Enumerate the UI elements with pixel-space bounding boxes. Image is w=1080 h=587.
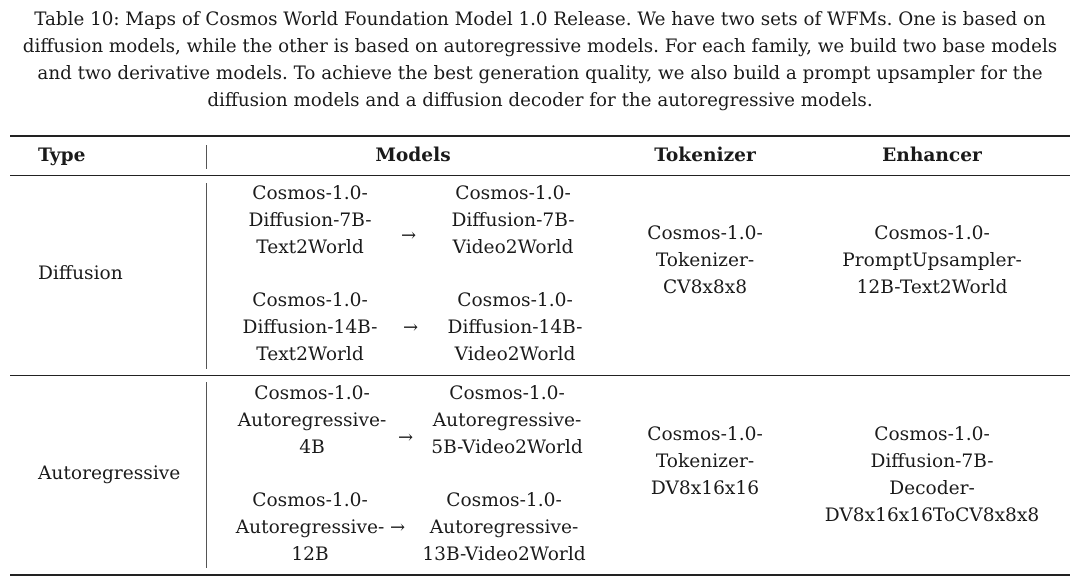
row-type-diffusion: Diffusion xyxy=(38,263,123,284)
header-rule xyxy=(10,175,1070,176)
model-line: Diffusion-14B- xyxy=(447,317,583,338)
model-base xyxy=(210,287,410,368)
model-derived xyxy=(407,380,607,461)
arrow-icon: → xyxy=(398,427,414,448)
enhancer-cell xyxy=(812,220,1052,301)
model-line: Diffusion-7B- xyxy=(451,210,575,231)
arrow-icon: → xyxy=(390,517,406,538)
column-separator xyxy=(206,183,207,369)
model-line: Cosmos-1.0- xyxy=(455,183,571,204)
column-separator xyxy=(206,382,207,568)
model-base xyxy=(210,180,410,261)
enhancer-cell xyxy=(802,421,1062,529)
enhancer-line: Cosmos-1.0- xyxy=(874,424,990,445)
model-line: Autoregressive- xyxy=(237,410,387,431)
model-line: Cosmos-1.0- xyxy=(449,383,565,404)
header-type: Type xyxy=(38,145,86,166)
table-caption: Table 10: Maps of Cosmos World Foundation Model 1.0 Release. We have two sets of WFMs. One is based on diffusion models, while the other is based on autoregressive models. For each family, we build two base models and two derivative models. To achieve the best generation quality, we also build a prompt upsampler for the diffusion models and a diffusion decoder for the autoregressive models. xyxy=(22,9,1058,111)
model-line: 13B-Video2World xyxy=(422,544,586,565)
model-line: Text2World xyxy=(256,344,364,365)
model-line: Video2World xyxy=(454,344,576,365)
tokenizer-line: Tokenizer- xyxy=(655,250,755,271)
model-line: 5B-Video2World xyxy=(431,437,583,458)
model-line: Cosmos-1.0- xyxy=(252,290,368,311)
column-separator xyxy=(206,145,207,169)
model-line: Cosmos-1.0- xyxy=(252,490,368,511)
bottom-rule xyxy=(10,574,1070,576)
tokenizer-cell xyxy=(605,421,805,502)
model-line: Text2World xyxy=(256,237,364,258)
model-derived xyxy=(413,180,613,261)
arrow-icon: → xyxy=(403,317,419,338)
enhancer-line: PromptUpsampler- xyxy=(842,250,1022,271)
top-rule xyxy=(10,135,1070,137)
model-line: 12B xyxy=(291,544,329,565)
row-type-autoregressive: Autoregressive xyxy=(38,463,181,484)
model-line: Autoregressive- xyxy=(235,517,385,538)
model-line: Autoregressive- xyxy=(429,517,579,538)
header-models: Models xyxy=(375,145,451,166)
model-line: Autoregressive- xyxy=(432,410,582,431)
arrow-icon: → xyxy=(401,225,417,246)
tokenizer-line: Cosmos-1.0- xyxy=(647,223,763,244)
enhancer-line: 12B-Text2World xyxy=(856,277,1008,298)
model-line: Cosmos-1.0- xyxy=(252,183,368,204)
model-line: Cosmos-1.0- xyxy=(457,290,573,311)
tokenizer-line: DV8x16x16 xyxy=(650,478,760,499)
header-tokenizer: Tokenizer xyxy=(654,145,756,166)
mid-rule xyxy=(10,375,1070,376)
model-line: Diffusion-7B- xyxy=(248,210,372,231)
tokenizer-line: Tokenizer- xyxy=(655,451,755,472)
tokenizer-cell xyxy=(605,220,805,301)
model-derived xyxy=(415,287,615,368)
model-line: Cosmos-1.0- xyxy=(446,490,562,511)
enhancer-line: DV8x16x16ToCV8x8x8 xyxy=(824,505,1040,526)
enhancer-line: Diffusion-7B- xyxy=(870,451,994,472)
model-line: Cosmos-1.0- xyxy=(254,383,370,404)
model-line: Video2World xyxy=(452,237,574,258)
header-enhancer: Enhancer xyxy=(882,145,982,166)
model-base xyxy=(210,487,410,568)
tokenizer-line: Cosmos-1.0- xyxy=(647,424,763,445)
enhancer-line: Decoder- xyxy=(889,478,975,499)
model-base xyxy=(212,380,412,461)
tokenizer-line: CV8x8x8 xyxy=(662,277,748,298)
model-line: Diffusion-14B- xyxy=(242,317,378,338)
model-line: 4B xyxy=(299,437,325,458)
enhancer-line: Cosmos-1.0- xyxy=(874,223,990,244)
model-derived xyxy=(404,487,604,568)
